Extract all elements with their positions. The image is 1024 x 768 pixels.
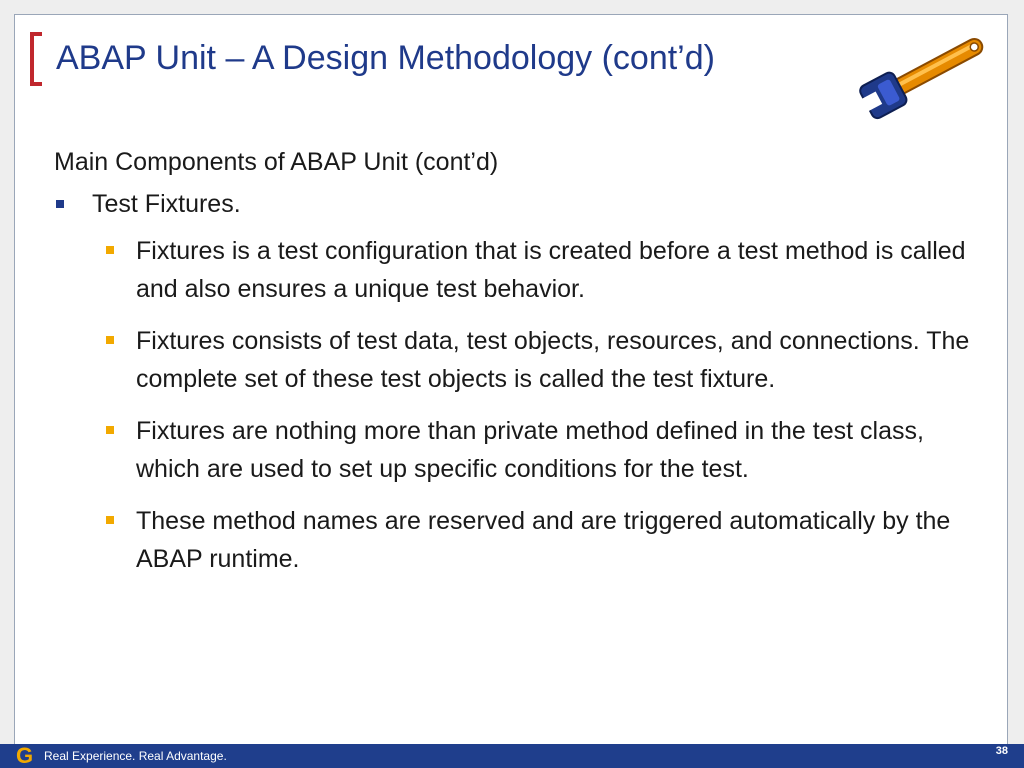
footer-tagline: Real Experience. Real Advantage.: [44, 749, 227, 763]
title-bracket: [30, 32, 42, 86]
page-number: 38: [995, 745, 1008, 757]
sub-bullet-item: [54, 322, 984, 398]
sub-bullet-text: These method names are reserved and are triggered automatically by the ABAP runtime.: [136, 507, 951, 573]
g-logo-icon: G: [16, 743, 34, 768]
sub-bullet-list: [54, 232, 984, 578]
section-heading: Main Components of ABAP Unit (cont’d): [54, 148, 499, 176]
footer-bar: [0, 744, 1024, 768]
square-bullet-icon: [106, 516, 114, 524]
square-bullet-icon: [106, 336, 114, 344]
sub-bullet-text: Fixtures is a test configuration that is created before a test method is called and also ensures a unique test behavior.: [136, 237, 966, 303]
square-bullet-icon: [106, 426, 114, 434]
slide-content: [54, 144, 984, 592]
level1-bullet-text: Test Fixtures.: [92, 190, 241, 218]
slide-title: ABAP Unit – A Design Methodology (cont’d): [56, 39, 715, 77]
sub-bullet-item: [54, 412, 984, 488]
wrench-icon: [858, 30, 998, 120]
square-bullet-icon: [56, 200, 64, 208]
sub-bullet-text: Fixtures consists of test data, test objects, resources, and connections. The complete set of these test objects is called the test fixture.: [136, 327, 970, 393]
sub-bullet-text: Fixtures are nothing more than private method defined in the test class, which are used to set up specific conditions for the test.: [136, 417, 924, 483]
sub-bullet-item: [54, 502, 984, 578]
sub-bullet-item: [54, 232, 984, 308]
square-bullet-icon: [106, 246, 114, 254]
level1-bullet-item: [54, 186, 984, 222]
